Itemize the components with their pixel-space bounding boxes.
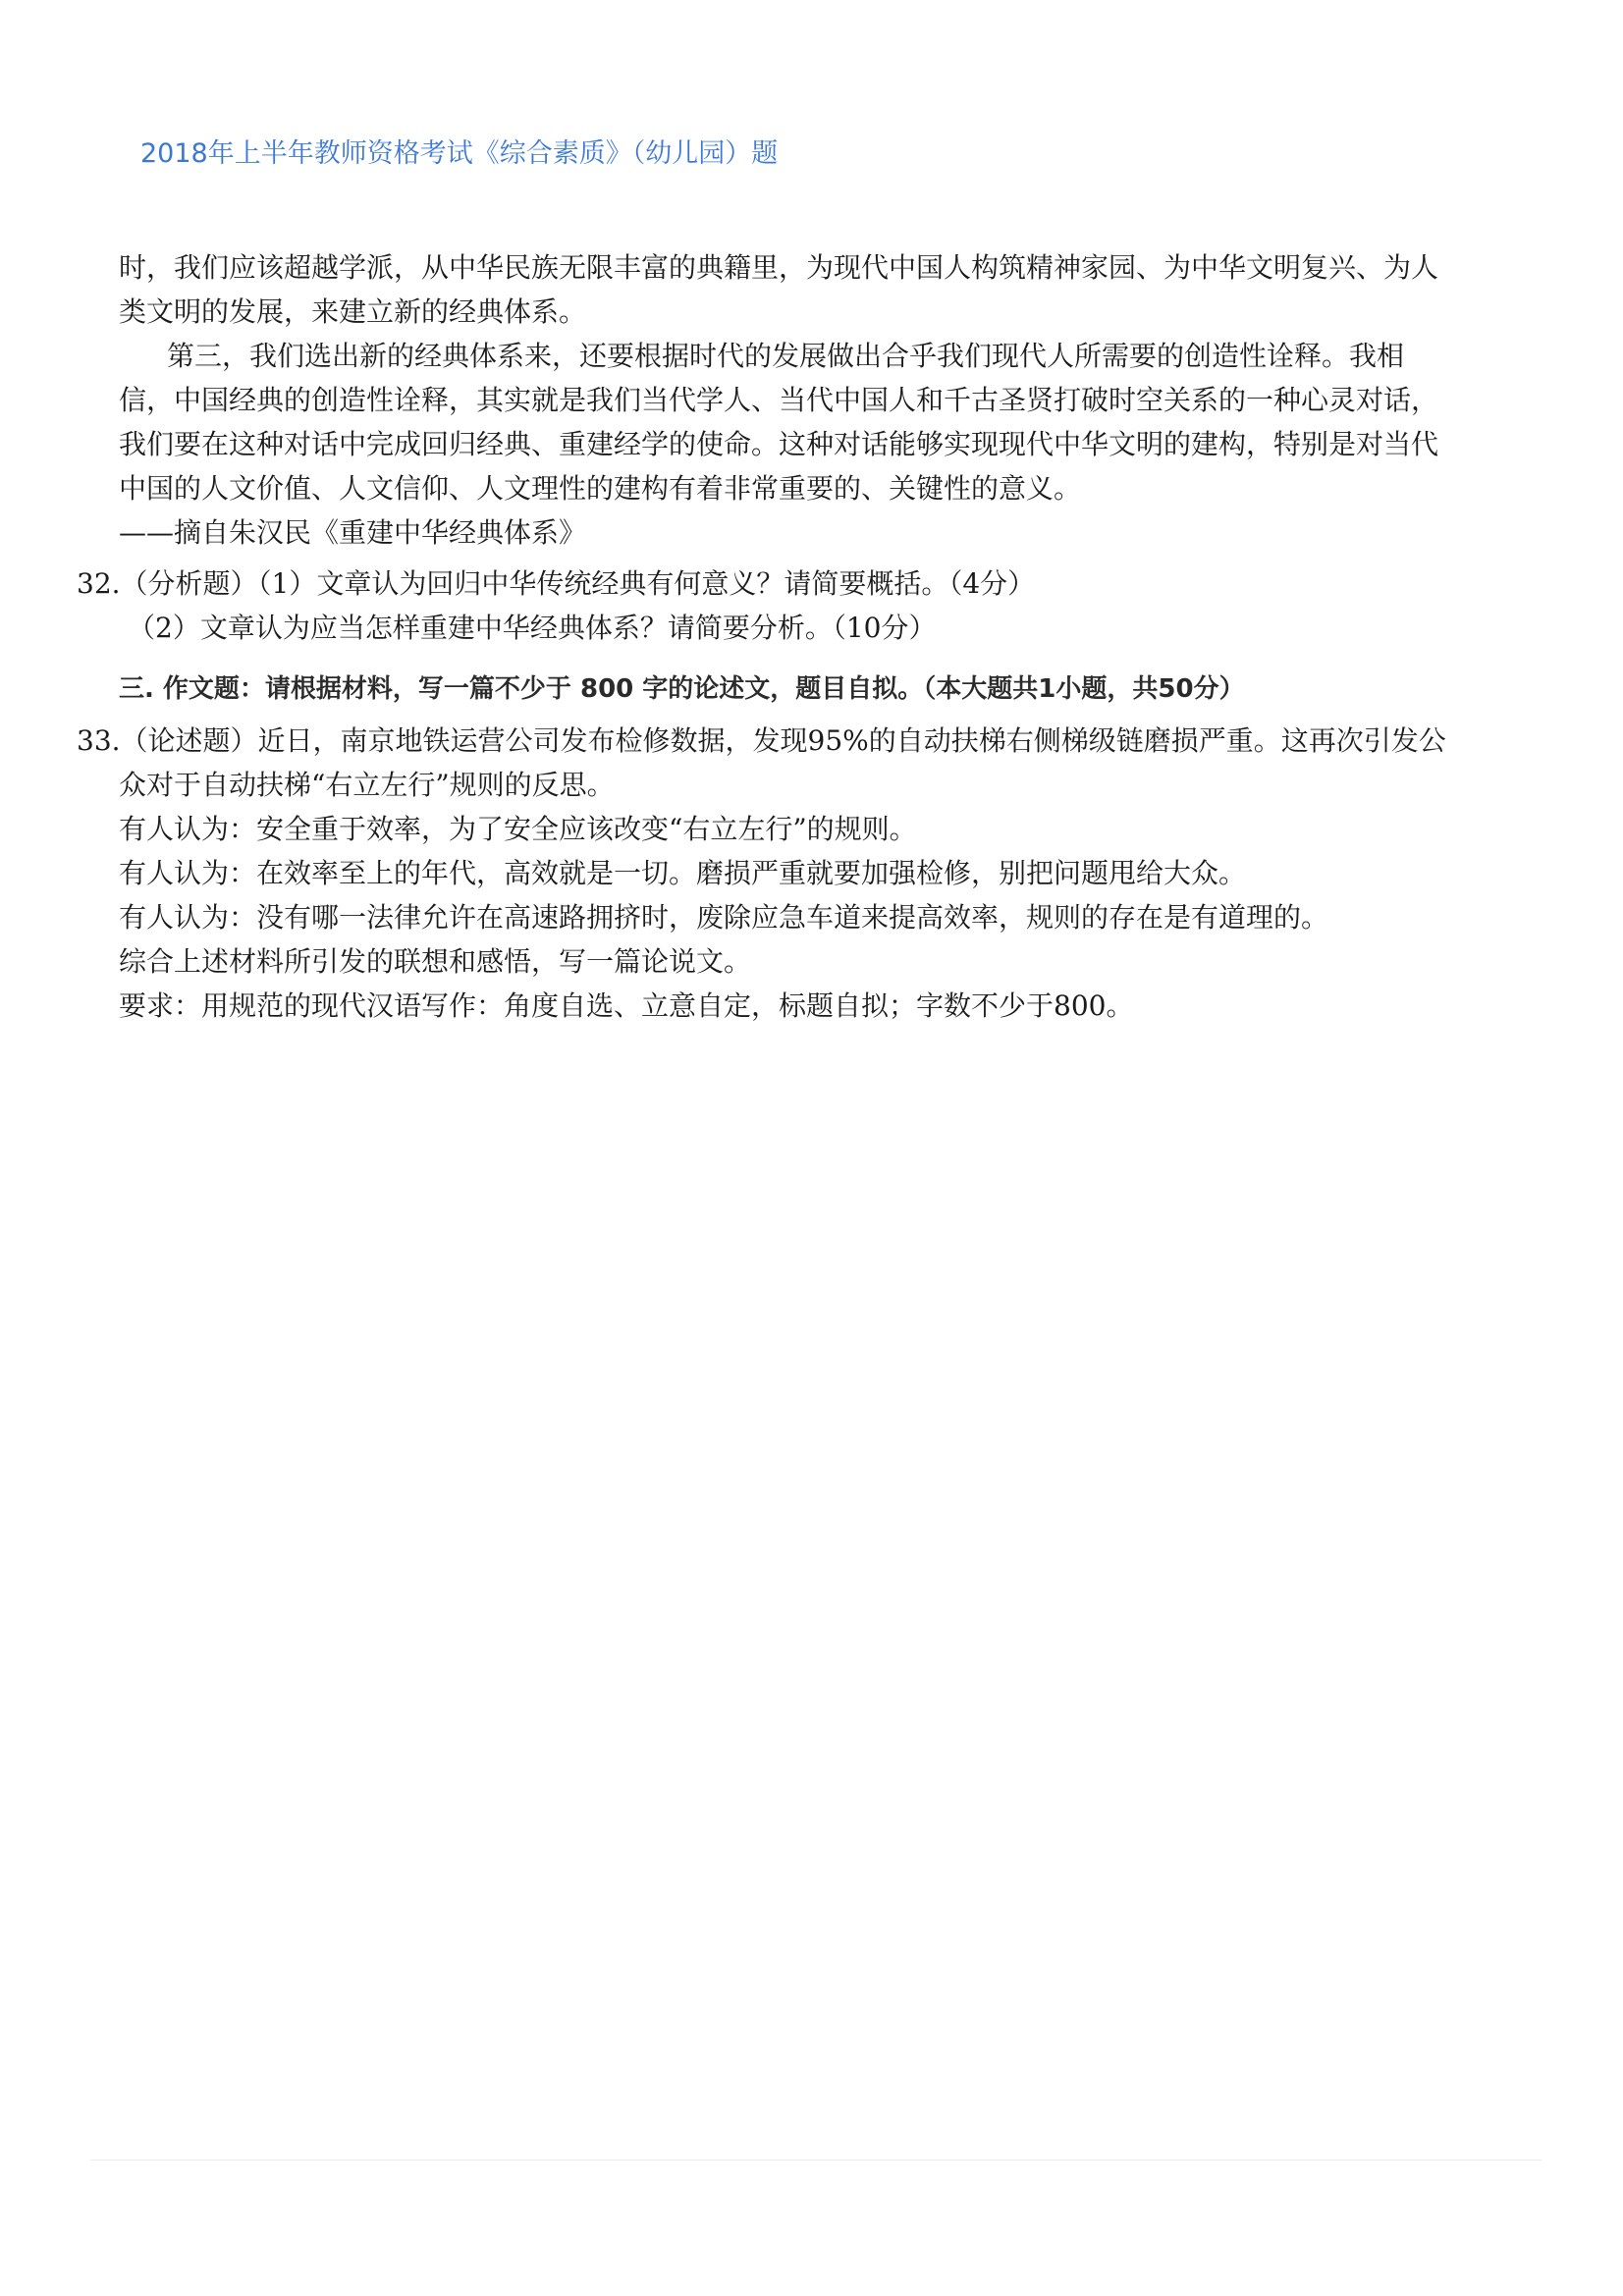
passage-line: 信，中国经典的创造性诠释，其实就是我们当代学人、当代中国人和千古圣贤打破时空关系的一种心灵对话， (119, 384, 1439, 416)
section-3-heading: 三. 作文题：请根据材料，写一篇不少于 800 字的论述文，题目自拟。（本大题共1小题，共50分） (119, 674, 1245, 704)
question-33-line: 综合上述材料所引发的联想和感悟，写一篇论说文。 (119, 945, 752, 978)
page-header-title: 2018年上半年教师资格考试《综合素质》（幼儿园）题 (140, 138, 779, 169)
passage-line: 中国的人文价值、人文信仰、人文理性的建构有着非常重要的、关键性的意义。 (119, 472, 1082, 505)
question-33-line: 有人认为：在效率至上的年代，高效就是一切。磨损严重就要加强检修，别把问题甩给大众。 (119, 857, 1247, 889)
passage-source: ——摘自朱汉民《重建中华经典体系》 (119, 516, 587, 549)
question-33-line: 33.（论述题）近日，南京地铁运营公司发布检修数据，发现95%的自动扶梯右侧梯级链磨损严重。这再次引发公 (77, 724, 1446, 757)
question-32-part-2: （2）文章认为应当怎样重建中华经典体系？请简要分析。（10分） (128, 612, 937, 644)
question-32-part-1: 32.（分析题）（1）文章认为回归中华传统经典有何意义？请简要概括。（4分） (77, 567, 1036, 600)
passage-line: 第三，我们选出新的经典体系来，还要根据时代的发展做出合乎我们现代人所需要的创造性诠释。我相 (167, 340, 1405, 372)
question-33-line: 众对于自动扶梯“右立左行”规则的反思。 (119, 769, 615, 801)
passage-line: 时，我们应该超越学派，从中华民族无限丰富的典籍里，为现代中国人构筑精神家园、为中华文明复兴、为人 (119, 251, 1439, 284)
footer-divider (90, 2160, 1542, 2161)
question-33-line: 有人认为：没有哪一法律允许在高速路拥挤时，废除应急车道来提高效率，规则的存在是有道理的。 (119, 901, 1329, 934)
passage-line: 我们要在这种对话中完成回归经典、重建经学的使命。这种对话能够实现现代中华文明的建构，特别是对当代 (119, 428, 1439, 460)
question-33-line: 有人认为：安全重于效率，为了安全应该改变“右立左行”的规则。 (119, 813, 917, 845)
question-33-requirements: 要求：用规范的现代汉语写作：角度自选、立意自定，标题自拟；字数不少于800。 (119, 989, 1134, 1022)
passage-line: 类文明的发展，来建立新的经典体系。 (119, 295, 587, 328)
